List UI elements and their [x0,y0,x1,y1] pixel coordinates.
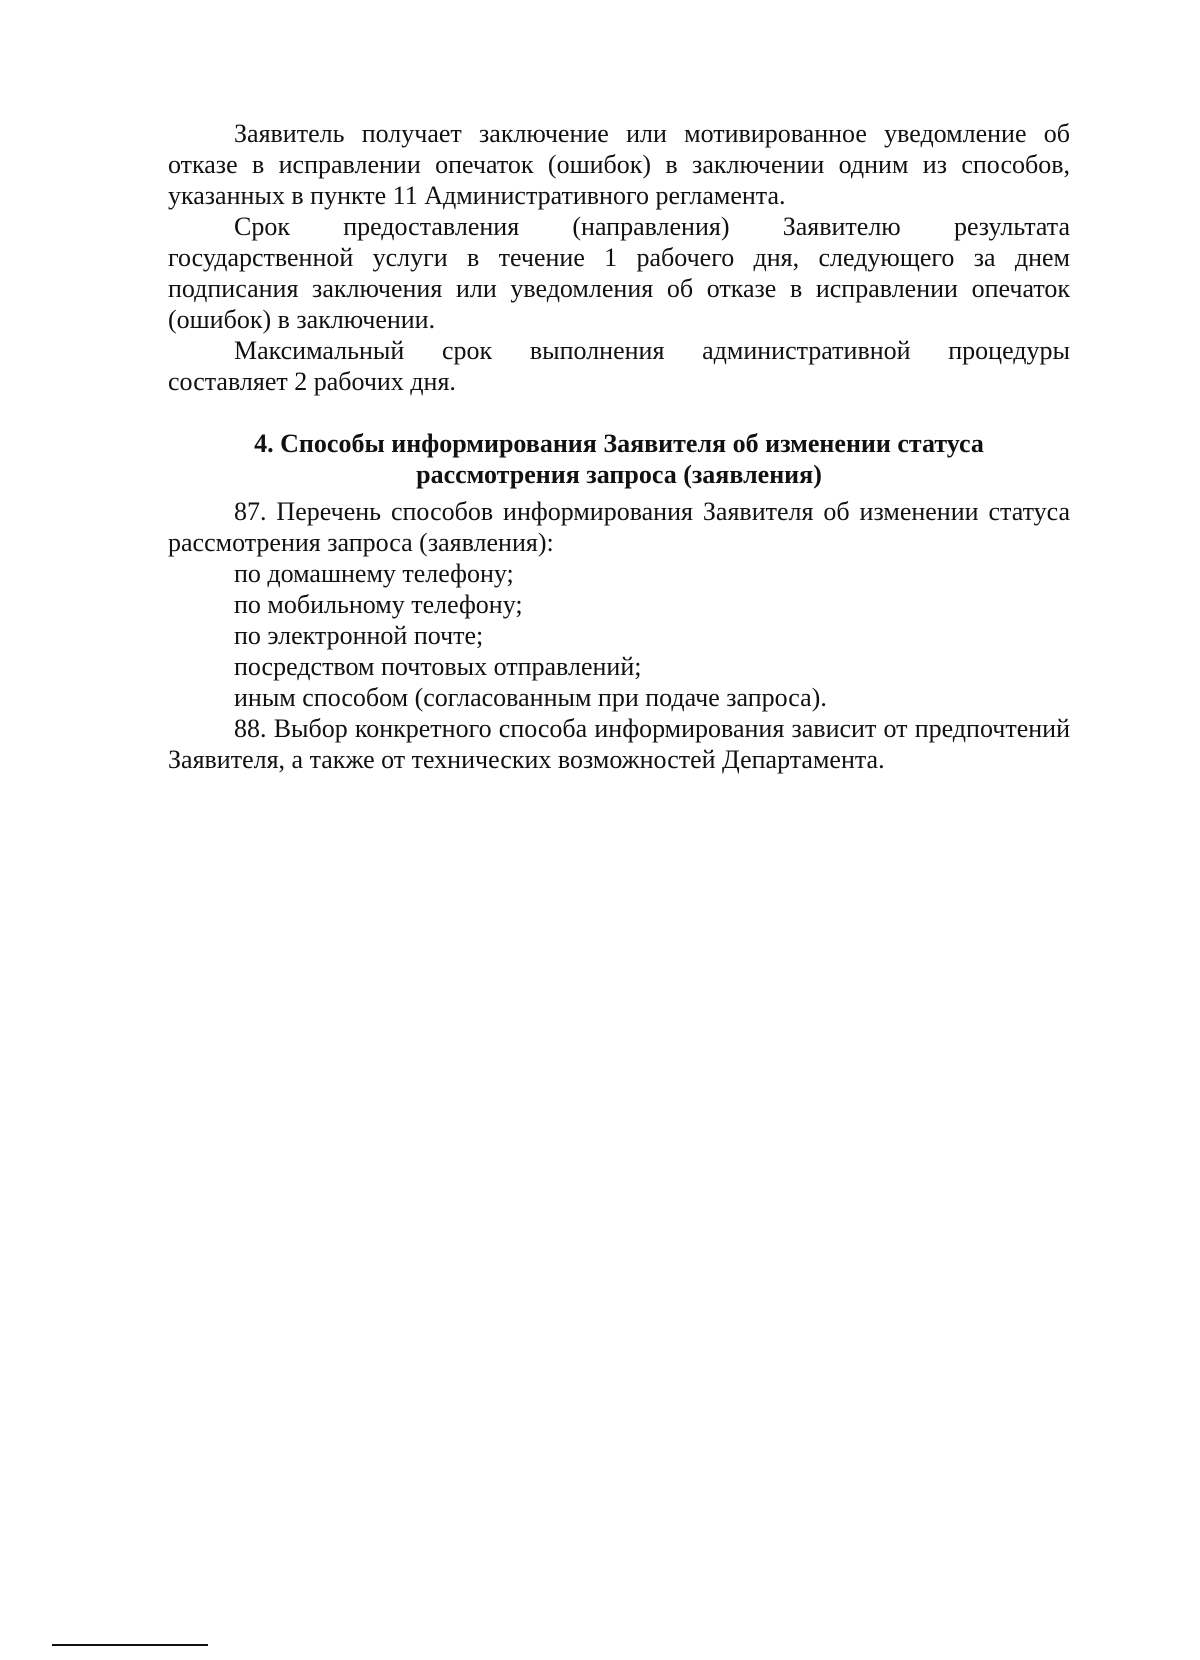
paragraph-result-deadline: Срок предоставления (направления) Заявителю результата государственной услуги в течение 1 рабочего дня, следующего за днем подписания заключения или уведомления об отказе в исправлении опечаток (ошибок) в заключении. [168,212,1070,334]
paragraph-87: 87. Перечень способов информирования Заявителя об изменении статуса рассмотрения запроса (заявления): [168,497,1070,557]
list-item: по домашнему телефону; [234,559,514,588]
footnote-separator-line [52,1644,208,1646]
section-4-heading-line-2: рассмотрения запроса (заявления) [416,460,822,489]
section-4-heading [168,428,1070,490]
section-4-heading-line-1: 4. Способы информирования Заявителя об изменении статуса [254,429,984,458]
paragraph-88: 88. Выбор конкретного способа информирования зависит от предпочтений Заявителя, а также от технических возможностей Департамента. [168,714,1070,774]
list-item: иным способом (согласованным при подаче запроса). [234,683,827,712]
paragraph-result-receipt: Заявитель получает заключение или мотивированное уведомление об отказе в исправлении опечаток (ошибок) в заключении одним из способов, указанных в пункте 11 Административного регламента. [168,119,1070,210]
section-4-text [168,496,1070,775]
section-3-text [168,118,1070,397]
list-item: по электронной почте; [234,621,484,650]
list-item: по мобильному телефону; [234,590,523,619]
paragraph-max-duration: Максимальный срок выполнения административной процедуры составляет 2 рабочих дня. [168,336,1070,396]
list-item: посредством почтовых отправлений; [234,652,642,681]
